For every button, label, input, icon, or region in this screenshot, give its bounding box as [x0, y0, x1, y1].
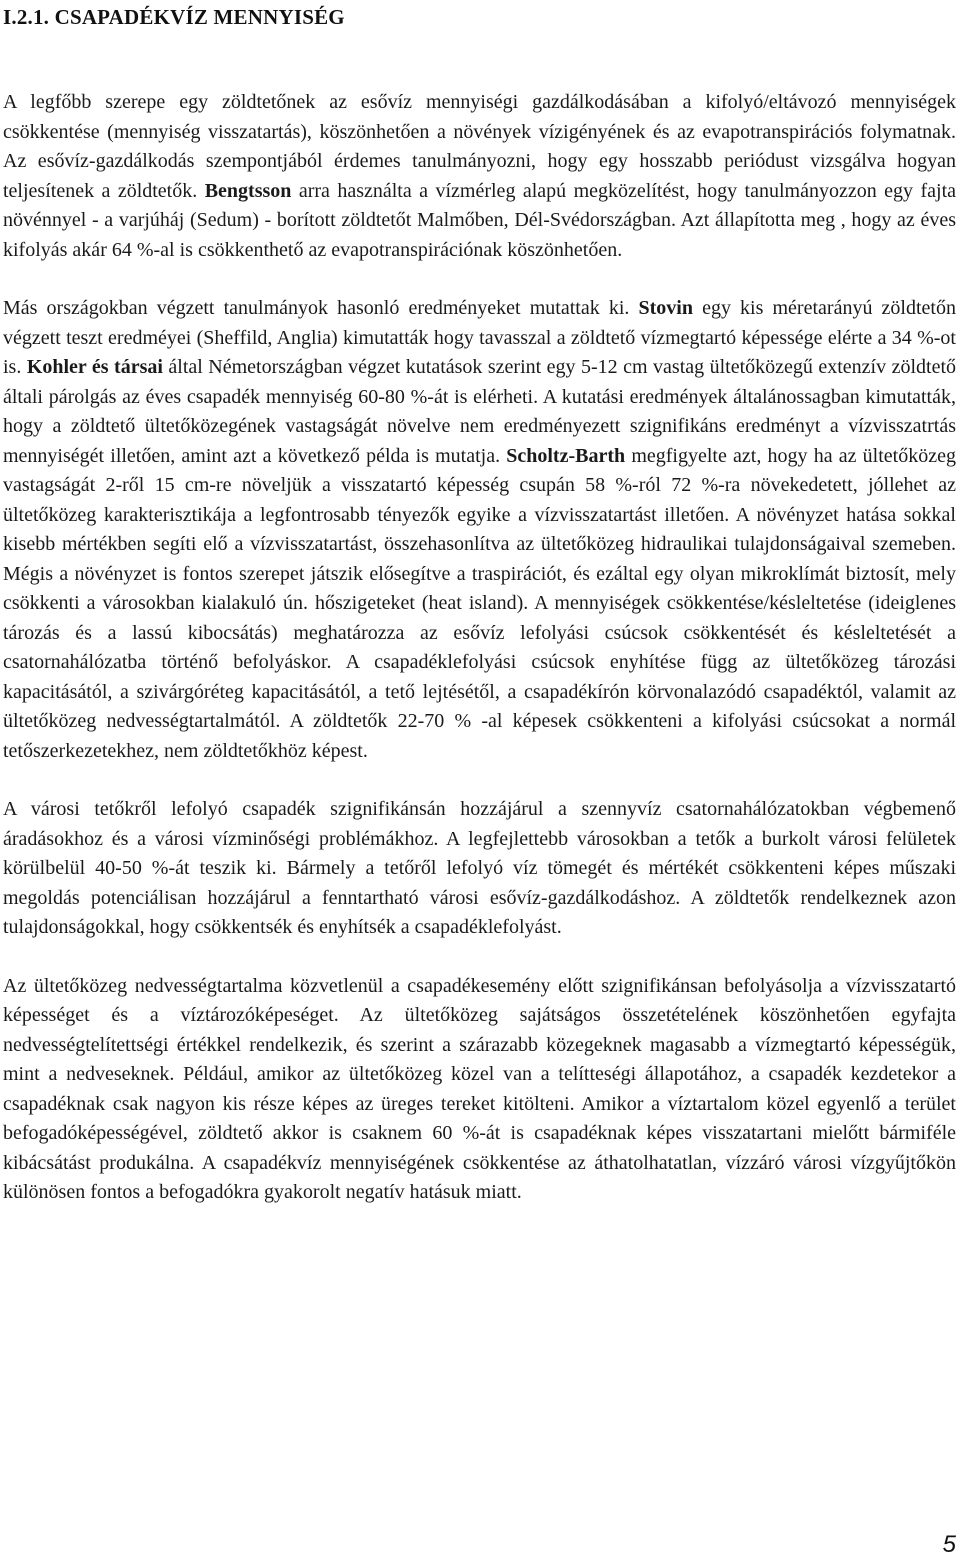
author-name-kohler: Kohler és társai [26, 356, 163, 378]
text-run: A legfőbb szerepe egy zöldtetőnek az esővíz mennyiségi gazdálkodásában a kifolyó/eltávozó mennyiségek csökkentése (mennyiség visszatartás), köszönhetően a növények vízigényének és az evapotranspirációs folymatnak. Az esővíz-gazdálkodás szempontjából érdemes tanulmányozni, hogy egy hosszabb periódust vizsgálva hogyan teljesítenek a zöldtetők. [3, 91, 956, 202]
author-name-scholtz-barth: Scholtz-Barth [506, 444, 626, 467]
text-run: által Németországban végzet kutatások szerint egy 5-12 cm vastag ültetőközegű extenzív zöldtető általi párolgás az éves csapadék mennyiség 60-80 %-át is elérheti. A kutatási eredmények általánossagban kimutatták, hogy a zöldtető ültetőközegének vastagságát növelve nem eredményezett szignifikáns eredményt a vízvisszatrtás mennyiségét illetően, amint azt a következő példa is mutatja. [3, 356, 956, 467]
text-run: megfigyelte azt, hogy ha az ültetőközeg vastagságát 2-ről 15 cm-re növeljük a visszatartó képesség csupán 58 %-ról 72 %-ra növekedetett, jóllehet az ültetőközeg karakterisztikája a legfontrosabb tényezők egyike a vízvisszatartást illetően. A növényzet hatása sokkal kisebb mértékben segíti elő a vízvisszatartást, összehasonlítva az ültetőközeg hidraulikai tulajdonságaival szemeben. Mégis a növényzet is fontos szerepet játszik elősegítve a traspirációt, és ezáltal egy olyan mikroklímát biztosít, mely csökkenti a városokban kialakuló ún. hőszigeteket (heat island). A mennyiségek csökkentése/késleltetése (ideiglenes tározás és a lassú kibocsátás) meghatározza az esővíz lefolyási csúcsok csökkentését és késleltetését a csatornahálózatba történő befolyáskor. A csapadéklefolyási csúcsok enyhítése függ az ültetőközeg tározási kapacitásától, a szivárgóréteg kapacitásától, a tető lejtésétől, a csapadékírón körvonalazódó csapadéktól, valamit az ültetőközeg nedvességtartalmától. A zöldtetők 22-70 % -al képesek csökkenteni a kifolyási csúcsokat a normál tetőszerkezetekhez, nem zöldtetőkhöz képest. [3, 444, 956, 762]
paragraph-4 [3, 972, 956, 1208]
text-run: Az ültetőközeg nedvességtartalma közvetlenül a csapadékesemény előtt szignifikánsan befolyásolja a vízvisszatartó képességet és a víztározóképeséget. Az ültetőközeg sajátságos összetételének köszönhetően egyfajta nedvességtelítettségi értékkel rendelkezik, és szerint a szárazabb közegeknek magasabb a vízmegtartó képességük, mint a nedveseknek. Például, amikor az ültetőközeg közel van a telítteségi állapotához, a csapadék kezdetekor a csapadéknak csak nagyon kis része képes az üreges tereket kitölteni. Amikor a víztartalom közel egyenlő a terület befogadóképességével, zöldtető akkor is csaknem 60 %-át is csapadéknak képes visszatartani mielőtt bármiféle kibácsátást produkálna. A csapadékvíz mennyiségének csökkentése az áthatolhatatlan, vízzáró városi vízgyűjtőkön különösen fontos a befogadókra gyakorolt negatív hatásuk miatt. [3, 974, 956, 1203]
document-body [3, 88, 956, 1208]
text-run: Más országokban végzett tanulmányok hasonló eredményeket mutattak ki. [3, 297, 639, 319]
text-run: egy kis méretarányú zöldtetőn végzett teszt eredméyei (Sheffild, Anglia) kimutatták hogy tavasszal a zöldtető vízmegtartó képessége elérte a 34 %-ot is. [3, 297, 956, 378]
paragraph-3 [3, 795, 956, 943]
paragraph-2 [3, 294, 956, 766]
paragraph-spacer [3, 766, 956, 795]
paragraph-spacer [3, 943, 956, 972]
paragraph-1 [3, 88, 956, 265]
section-heading: I.2.1. CSAPADÉKVÍZ MENNYISÉG [3, 5, 345, 29]
author-name-stovin: Stovin [638, 297, 693, 319]
author-name-bengtsson: Bengtsson [204, 179, 292, 202]
text-run: arra használta a vízmérleg alapú megközelítést, hogy tanulmányozzon egy fajta növénnyel - a varjúháj (Sedum) - borított zöldtetőt Malmőben, Dél-Svédországban. Azt állapította meg , hogy az éves kifolyás akár 64 %-al is csökkenthető az evapotranspirációnak köszönhetően. [3, 179, 957, 261]
text-run: A városi tetőkről lefolyó csapadék szignifikánsán hozzájárul a szennyvíz csatornahálózatokban végbemenő áradásokhoz és a városi vízminőségi problémákhoz. A legfejlettebb városokban a tetők a burkolt városi felületek körülbelül 40-50 %-át teszik ki. Bármely a tetőről lefolyó víz tömegét és mértékét csökkenteni képes műszaki megoldás potenciálisan hozzájárul a fenntartható városi esővíz-gazdálkodáshoz. A zöldtetők rendelkeznek azon tulajdonságokkal, hogy csökkentsék és enyhítsék a csapadéklefolyást. [3, 798, 956, 938]
page-number: 5 [942, 1531, 956, 1558]
paragraph-spacer [3, 265, 956, 294]
